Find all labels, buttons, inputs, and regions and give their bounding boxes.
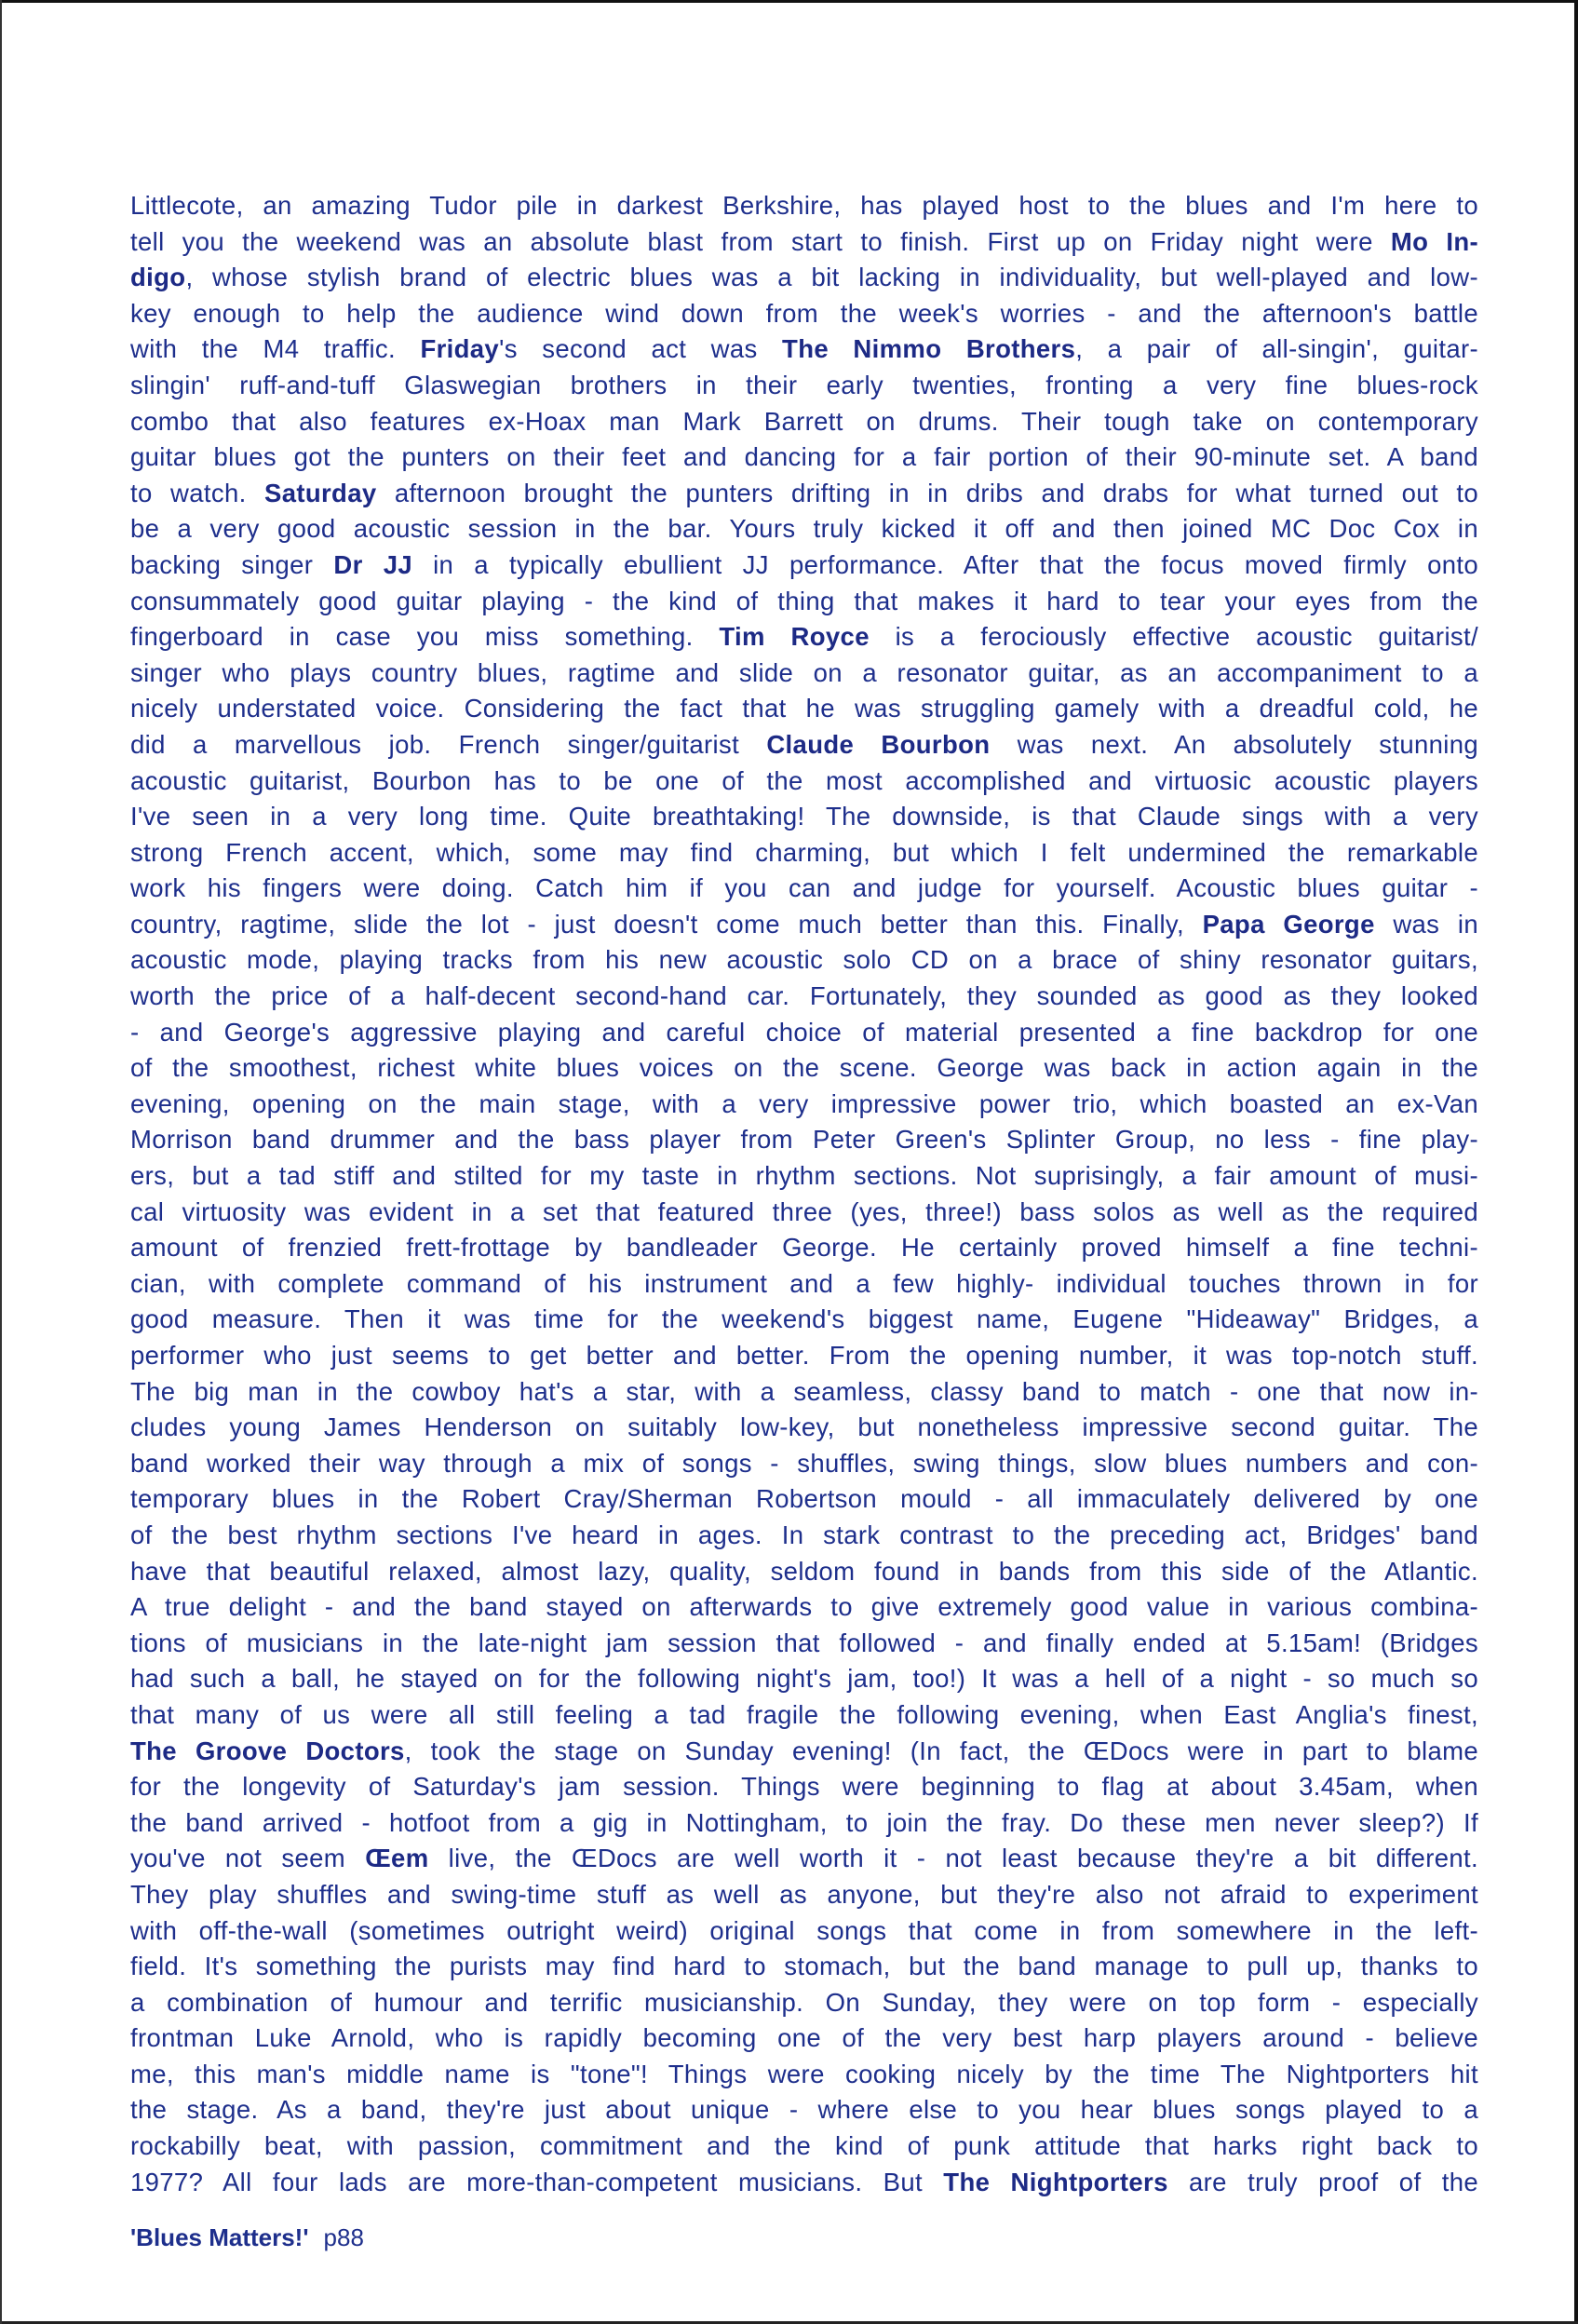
line-text: slingin' ruff-and-tuff Glaswegian brothers in their early twenties, fronting a very fine blues-rock [130, 370, 1478, 399]
page-border-left [0, 0, 2, 2324]
line-text: frontman Luke Arnold, who is rapidly becoming one of the very best harp players around - believe [130, 2023, 1478, 2053]
highlighted-name: Saturday [264, 478, 377, 507]
article-line [130, 1015, 1478, 1051]
page-border-top [0, 0, 1578, 3]
highlighted-name: Mo In- [1390, 226, 1478, 256]
line-text: - and George's aggressive playing and careful choice of material presented a fine backdrop for one [130, 1017, 1478, 1047]
line-text: singer who plays country blues, ragtime and slide on a resonator guitar, as an accompaniment to a [130, 657, 1478, 687]
line-text: The big man in the cowboy hat's a star, with a seamless, classy band to match - one that now in- [130, 1376, 1478, 1406]
line-text: , took the stage on Sunday evening! (In fact, the ŒDocs were in part to blame [404, 1736, 1478, 1765]
article-line [130, 188, 1478, 224]
line-text: 1977? All four lads are more-than-competent musicians. But [130, 2167, 944, 2196]
line-text: rockabilly beat, with passion, commitment and the kind of punk attitude that harks right back to [130, 2131, 1478, 2161]
article-line [130, 1087, 1478, 1123]
article-line [130, 619, 1478, 655]
line-text: performer who just seems to get better and better. From the opening number, it was top-notch stuff. [130, 1341, 1478, 1370]
article-line [130, 979, 1478, 1015]
article-line [130, 1805, 1478, 1842]
article-line [130, 763, 1478, 800]
line-text: combo that also features ex-Hoax man Mark Barrett on drums. Their tough take on contemporary [130, 406, 1478, 436]
article-line [130, 835, 1478, 872]
article-body [130, 188, 1478, 2200]
article-line [130, 655, 1478, 692]
highlighted-name: Claude Bourbon [766, 729, 991, 759]
line-text: tell you the weekend was an absolute blast from start to finish. First up on Friday night were [130, 226, 1391, 256]
line-text: afternoon brought the punters drifting in in dribs and drabs for what turned out to [376, 478, 1478, 507]
article-line [130, 224, 1478, 261]
highlighted-name: Œem [365, 1844, 429, 1873]
article-line [130, 1158, 1478, 1195]
line-text: are truly proof of the [1167, 2167, 1478, 2196]
line-text: work his fingers were doing. Catch him if you can and judge for yourself. Acoustic blues guitar - [130, 873, 1478, 903]
line-text: did a marvellous job. French singer/guitarist [130, 729, 767, 759]
article-line [130, 1769, 1478, 1805]
line-text: amount of frenzied frett-frottage by bandleader George. He certainly proved himself a fine techni- [130, 1233, 1478, 1263]
line-text: was in [1374, 909, 1478, 939]
article-line [130, 439, 1478, 476]
article-line [130, 1374, 1478, 1411]
article-line [130, 1302, 1478, 1338]
line-text: be a very good acoustic session in the bar. Yours truly kicked it off and then joined MC Doc Cox in [130, 514, 1478, 544]
line-text: with the M4 traffic. [130, 334, 421, 364]
line-text: acoustic guitarist, Bourbon has to be one of the most accomplished and virtuosic acoustic players [130, 765, 1478, 795]
article-line [130, 1589, 1478, 1626]
page-border-right [1574, 0, 1578, 2324]
line-text: fingerboard in case you miss something. [130, 622, 720, 652]
line-text: worth the price of a half-decent second-hand car. Fortunately, they sounded as good as they looked [130, 981, 1478, 1011]
article-line [130, 368, 1478, 404]
article-line [130, 404, 1478, 440]
line-text: tions of musicians in the late-night jam session that followed - and finally ended at 5.15am! (Bridges [130, 1628, 1478, 1657]
article-line [130, 1446, 1478, 1482]
line-text: live, the ŒDocs are well worth it - not least because they're a bit different. [428, 1844, 1478, 1873]
article-line [130, 1554, 1478, 1590]
line-text: cal virtuosity was evident in a set that featured three (yes, three!) bass solos as well as the required [130, 1196, 1478, 1226]
line-text: I've seen in a very long time. Quite breathtaking! The downside, is that Claude sings with a very [130, 802, 1478, 831]
line-text: backing singer [130, 549, 334, 579]
article-line [130, 1913, 1478, 1950]
line-text: is a ferociously effective acoustic guitarist/ [869, 622, 1478, 652]
line-text: of the smoothest, richest white blues voices on the scene. George was back in action again in the [130, 1053, 1478, 1083]
line-text: field. It's something the purists may find hard to stomach, but the band manage to pull up, thanks to [130, 1952, 1478, 1981]
line-text: in a typically ebullient JJ performance. After that the focus moved firmly onto [412, 549, 1478, 579]
article-line [130, 1877, 1478, 1913]
article-line [130, 260, 1478, 296]
page-number: p88 [323, 2223, 364, 2251]
line-text: , a pair of all-singin', guitar- [1075, 334, 1478, 364]
highlighted-name: The Groove Doctors [130, 1736, 405, 1765]
line-text: of the best rhythm sections I've heard in ages. In stark contrast to the preceding act, Bridges' band [130, 1520, 1478, 1549]
line-text: that many of us were all still feeling a tad fragile the following evening, when East Anglia's finest, [130, 1699, 1478, 1729]
line-text: acoustic mode, playing tracks from his new acoustic solo CD on a brace of shiny resonator guitars, [130, 945, 1478, 975]
article-line [130, 296, 1478, 332]
line-text: the band arrived - hotfoot from a gig in Nottingham, to join the fray. Do these men never sleep?) If [130, 1807, 1478, 1837]
article-line [130, 1949, 1478, 1985]
line-text: to watch. [130, 478, 265, 507]
line-text: with off-the-wall (sometimes outright weird) original songs that come in from somewhere in the left- [130, 1915, 1478, 1945]
line-text: the stage. As a band, they're just about unique - where else to you hear blues songs played to a [130, 2095, 1478, 2125]
article-line [130, 331, 1478, 368]
page-footer [130, 2223, 364, 2252]
line-text: Littlecote, an amazing Tudor pile in darkest Berkshire, has played host to the blues and I'm here to [130, 191, 1478, 220]
article-line [130, 1410, 1478, 1446]
line-text: me, this man's middle name is "tone"! Things were cooking nicely by the time The Nightporters hit [130, 2059, 1478, 2088]
line-text: had such a ball, he stayed on for the following night's jam, too!) It was a hell of a night - so much so [130, 1664, 1478, 1694]
article-line [130, 1266, 1478, 1303]
line-text: temporary blues in the Robert Cray/Sherman Robertson mould - all immaculately delivered by one [130, 1484, 1478, 1514]
magazine-title: 'Blues Matters!' [130, 2223, 309, 2251]
highlighted-name: Dr JJ [333, 549, 413, 579]
article-line [130, 1697, 1478, 1734]
line-text: have that beautiful relaxed, almost lazy, quality, seldom found in bands from this side of the Atlantic. [130, 1556, 1478, 1586]
line-text: band worked their way through a mix of songs - shuffles, swing things, slow blues numbers and con- [130, 1448, 1478, 1478]
line-text: 's second act was [499, 334, 783, 364]
highlighted-name: Papa George [1202, 909, 1375, 939]
line-text: nicely understated voice. Considering the fact that he was struggling gamely with a dreadful cold, he [130, 694, 1478, 723]
line-text: good measure. Then it was time for the weekend's biggest name, Eugene "Hideaway" Bridges, a [130, 1304, 1478, 1334]
article-line [130, 1518, 1478, 1554]
highlighted-name: Friday [420, 334, 500, 364]
article-line [130, 2165, 1478, 2201]
article-line [130, 1050, 1478, 1087]
article-line [130, 2020, 1478, 2057]
article-line [130, 799, 1478, 835]
article-line [130, 907, 1478, 943]
article-line [130, 1734, 1478, 1770]
article-line [130, 871, 1478, 907]
article-line [130, 476, 1478, 512]
highlighted-name: Tim Royce [719, 622, 870, 652]
line-text: A true delight - and the band stayed on afterwards to give extremely good value in various combina- [130, 1592, 1478, 1622]
line-text: They play shuffles and swing-time stuff as well as anyone, but they're also not afraid to experiment [130, 1879, 1478, 1909]
line-text: country, ragtime, slide the lot - just doesn't come much better than this. Finally, [130, 909, 1203, 939]
line-text: a combination of humour and terrific musicianship. On Sunday, they were on top form - especially [130, 1987, 1478, 2017]
article-line [130, 1626, 1478, 1662]
line-text: was next. An absolutely stunning [990, 729, 1479, 759]
article-line [130, 1985, 1478, 2021]
line-text: guitar blues got the punters on their feet and dancing for a fair portion of their 90-minute set. A band [130, 442, 1478, 472]
line-text: consummately good guitar playing - the kind of thing that makes it hard to tear your eyes from the [130, 586, 1478, 615]
highlighted-name: digo [130, 263, 186, 292]
article-line [130, 1338, 1478, 1374]
line-text: evening, opening on the main stage, with a very impressive power trio, which boasted an ex-Van [130, 1088, 1478, 1118]
line-text: Morrison band drummer and the bass player from Peter Green's Splinter Group, no less - fine play- [130, 1125, 1478, 1155]
article-line [130, 584, 1478, 620]
line-text: key enough to help the audience wind down from the week's worries - and the afternoon's battle [130, 298, 1478, 328]
line-text: strong French accent, which, some may find charming, but which I felt undermined the remarkable [130, 837, 1478, 867]
article-line [130, 1481, 1478, 1518]
article-line [130, 547, 1478, 584]
article-line [130, 1230, 1478, 1266]
article-line [130, 942, 1478, 979]
highlighted-name: The Nimmo Brothers [782, 334, 1076, 364]
line-text: for the longevity of Saturday's jam session. Things were beginning to flag at about 3.45am, when [130, 1772, 1478, 1802]
article-line [130, 1841, 1478, 1877]
line-text: cludes young James Henderson on suitably low-key, but nonetheless impressive second guitar. The [130, 1412, 1478, 1442]
article-line [130, 1661, 1478, 1697]
article-line [130, 1122, 1478, 1158]
highlighted-name: The Nightporters [943, 2167, 1168, 2196]
line-text: ers, but a tad stiff and stilted for my taste in rhythm sections. Not suprisingly, a fair amount of musi- [130, 1161, 1478, 1191]
article-line [130, 691, 1478, 727]
article-line [130, 727, 1478, 763]
line-text: , whose stylish brand of electric blues was a bit lacking in individuality, but well-played and low- [185, 263, 1478, 292]
article-line [130, 511, 1478, 547]
line-text: cian, with complete command of his instrument and a few highly- individual touches thrown in for [130, 1268, 1478, 1298]
article-line [130, 2092, 1478, 2128]
article-line [130, 2128, 1478, 2165]
line-text: you've not seem [130, 1844, 366, 1873]
article-line [130, 1195, 1478, 1231]
article-line [130, 2057, 1478, 2093]
